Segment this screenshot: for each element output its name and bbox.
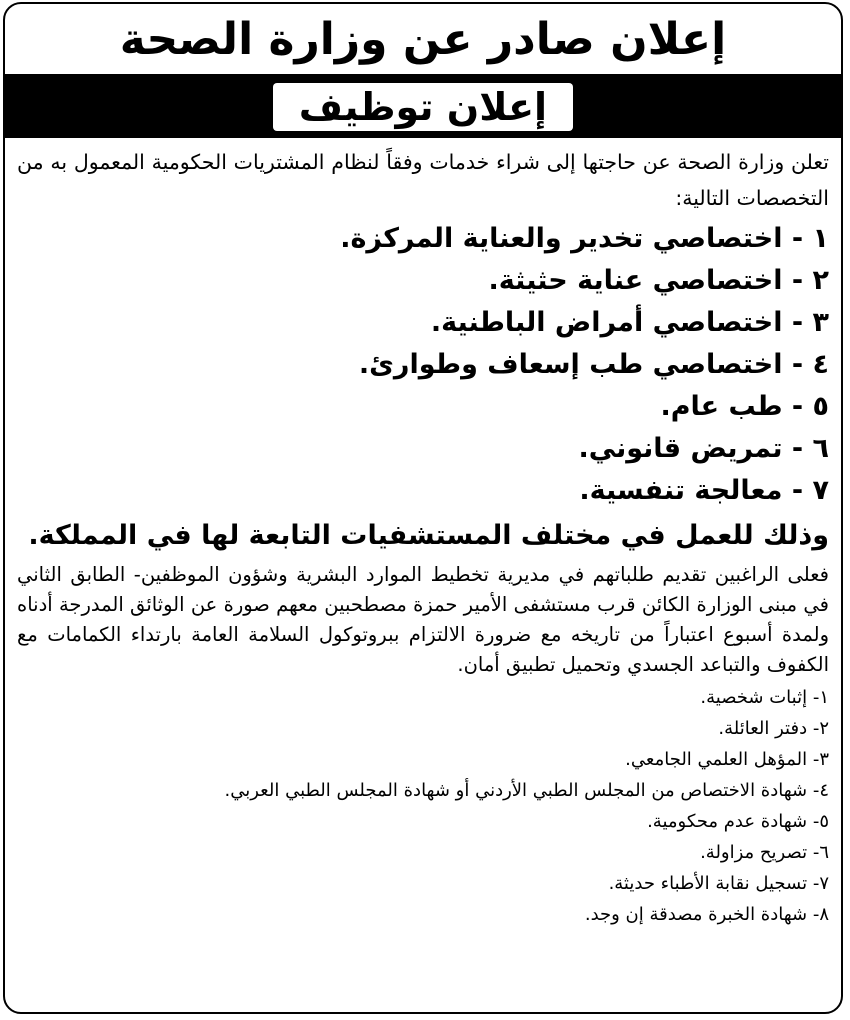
document-item: ٤- شهادة الاختصاص من المجلس الطبي الأردني أو شهادة المجلس الطبي العربي. (224, 780, 829, 801)
document-item: ١- إثبات شخصية. (700, 687, 829, 708)
specialty-item: ١ - اختصاصي تخدير والعناية المركزة. (340, 223, 829, 254)
documents-list (17, 682, 829, 930)
intro-paragraph: تعلن وزارة الصحة عن حاجتها إلى شراء خدمات وفقاً لنظام المشتريات الحكومية المعمول به من التخصصات التالية: (17, 150, 829, 210)
announcement-header (5, 4, 841, 76)
document-item: ٣- المؤهل العلمي الجامعي. (625, 749, 829, 770)
document-item: ٥- شهادة عدم محكومية. (647, 811, 829, 832)
instructions-paragraph: فعلى الراغبين تقديم طلباتهم في مديرية تخطيط الموارد البشرية وشؤون الموظفين- الطابق الثاني في مبنى الوزارة الكائن قرب مستشفى الأمير حمزة مصطحبين معهم صورة عن الوثائق المدرجة أدناه ولمدة أسبوع اعتباراً من تاريخه مع ضرورة الالتزام ببروتوكول السلامة العامة بارتداء الكمامات مع الكفوف والتباعد الجسدي وتحميل تطبيق أمان. (17, 563, 829, 676)
specialties-list (17, 218, 829, 512)
announcement-body (5, 138, 841, 930)
document-item: ٨- شهادة الخبرة مصدقة إن وجد. (584, 904, 829, 925)
specialty-item: ٦ - تمريض قانوني. (578, 433, 829, 464)
document-item: ٢- دفتر العائلة. (718, 718, 829, 739)
banner-title: إعلان توظيف (273, 83, 573, 131)
specialty-item: ٤ - اختصاصي طب إسعاف وطوارئ. (358, 349, 829, 380)
specialty-item: ٧ - معالجة تنفسية. (579, 475, 829, 506)
employment-banner (5, 76, 841, 138)
specialty-item: ٥ - طب عام. (660, 391, 829, 422)
closing-line: وذلك للعمل في مختلف المستشفيات التابعة لها في المملكة. (28, 520, 829, 551)
announcement-frame (3, 2, 843, 1014)
header-title: إعلان صادر عن وزارة الصحة (119, 13, 727, 65)
specialty-item: ٣ - اختصاصي أمراض الباطنية. (430, 307, 829, 338)
specialty-item: ٢ - اختصاصي عناية حثيثة. (488, 265, 829, 296)
document-item: ٧- تسجيل نقابة الأطباء حديثة. (608, 873, 829, 894)
document-item: ٦- تصريح مزاولة. (700, 842, 829, 863)
